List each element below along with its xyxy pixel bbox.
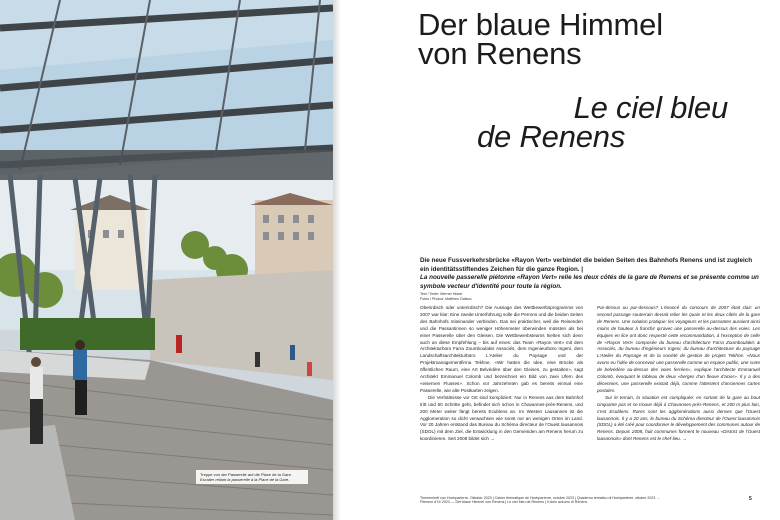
footer-line-1: Themenheft von Hochparterre, Oktober 2023 | Cahier thématique de Hochparterre, octobre 2023 | Quaderno tematico di Hochparterre, ottobre 2023 →	[420, 496, 660, 500]
caption-fr: Escalier reliant la passerelle à la Place de la Gare.	[200, 477, 290, 482]
title-german	[418, 7, 768, 71]
title-fr-line-1: Le ciel bleu	[573, 90, 728, 125]
caption-de: Treppe von der Passerelle auf die Place de la Gare.	[200, 472, 292, 477]
page-footer	[420, 496, 750, 505]
paragraph: Die Verhältnisse vor Ort sind kompliziert: Nur in Renens aus dem Bahnhof tritt und 50 Schritte geht, befindet sich schon in Chavannes-près-Renens, und 200 Meter weiter fängt bereits Ecublens an. Im Westen Lausannes ist die Agglomeration so dicht verwachsen wie sonst nur an wenigen Orten im Land. Vor 20 Jahren entstand das Bureau du Schéma directeur de l'Ouest lausannois (SDOL) mit dem Ziel, die Entwicklung in den Gemeinden am Renens herum zu koordinieren. Seit 2008 bildet sich →	[420, 394, 583, 442]
lead-german: Die neue Fussverkehrsbrücke «Rayon Vert» verbindet die beiden Seiten des Bahnhofs Renens und ist zugleich ein identitätsstiftendes Zeichen für die ganze Region. |	[420, 257, 753, 273]
credit-text: Text / Texte: Werner Huber	[420, 292, 463, 296]
page-number: 5	[749, 496, 752, 502]
title-french	[420, 90, 760, 154]
credit-photo: Fotos / Photos: Matthieu Gafsou	[420, 296, 472, 301]
footer-line-2: Fiteneur d'Or 2023 — Der blaue Himmel von Renens | Le ciel bleu de Renens | Il cielo azzurro di Renens	[420, 500, 588, 505]
hedge	[20, 318, 155, 350]
title-de-line-2: von Renens	[418, 36, 582, 71]
station-photo	[0, 0, 333, 520]
title-fr-line-2: de Renens	[477, 119, 626, 154]
title-de-line-1: Der blaue Himmel	[418, 7, 663, 42]
photo-illustration	[0, 0, 333, 520]
paragraph: Sur le terrain, la situation est compliquée: en sortant de la gare au bout cinquante pas et se trouve déjà à Chavannes-près-Renens, et 200 m plus loin, c'est Ecublens. Rares sont les agglomérations aussi denses que l'Ouest lausannois. Il y a 20 ans, le bureau du Schéma directeur de l'Ouest lausannois (SDOL) a été créé pour coordonner le développement des communes autour de Renens. Depuis 2008, huit communes forment le nouveau «District de l'Ouest lausannois» dont Renens est le chef-lieu. →	[597, 394, 760, 442]
body-column-french	[597, 305, 760, 443]
plaza	[150, 270, 333, 380]
paragraph: Oberirdisch oder unterirdisch? Die Aussage des Wettbewerbsprogramms von 2007 war klar: Eine zweite Unterführung solle die Perrons und die beiden Seiten des Bahnhofs miteinander verbinden. Das sei praktischer, weil die Reisenden und die Passantinnen so weniger Höhenmeter überwinden müssten als bei einer Passerelle über den Gleisen. Die Wettbewerbsteams hielten sich denn auch an diese Empfehlung – bis auf eines: das Team «Rayon Vert» mit dem Architekturbüro Farra Zoumboulakis Associés, dem Ingenieurbüro Ingeni, dem Landschaftsarchitekturbüro L'Atelier du Paysage und der Projektmanagementfirma Tekhne. «Wir hatten die Idee, eine Brücke als öffentlichen Raum, eine Art Belvédère über den Gleisen, zu gestalten», sagt Architekt Emmanuel Colomb und bezeichnet ein Bild von zwei Ufern des «eisernen Flusses». Schon vor Jahrzehnten gab es bereits einmal eine Passerelle, wie alte Postkarten zeigen.	[420, 305, 583, 393]
article-lead	[420, 257, 760, 291]
photo-caption	[196, 470, 308, 484]
body-column-german	[420, 305, 583, 443]
page-gutter	[333, 0, 341, 520]
credits	[420, 292, 620, 301]
lead-french: La nouvelle passerelle piétonne «Rayon Vert» relie les deux côtés de la gare de Renens et se présente comme un symbole vecteur d'identité pour toute la région.	[420, 274, 759, 290]
paragraph: Par-dessus ou par-dessous? L'énoncé du concours de 2007 était clair: un second passage souterrain devrait relier les quais et les deux côtés de la gare de Renens. Une solution pratique: les voyageurs et les passantes auraient ainsi moins de hauteur à franchir qu'avec une passerelle au-dessus des voies. Les équipes en lice ont donc respecté cette recommandation, à l'exception de celle de «Rayon Vert» composée du bureau d'architecture Farra Zoumboulakis & Associés, du bureau d'ingénieurs Ingeni, du bureau d'architecture du paysage L'Atelier du Paysage et de la société de gestion de projets Tekhne. «Nous avons eu l'idée de concevoir une passerelle comme un espace public, une sorte de belvédère au-dessus des voies ferrées», explique l'architecte Emmanuel Colomb, évoquant le tableau de deux «berges d'un fleuve d'acier». Il y a des décennies, une passerelle existait déjà, comme l'attestent d'anciennes cartes postales.	[597, 305, 760, 393]
